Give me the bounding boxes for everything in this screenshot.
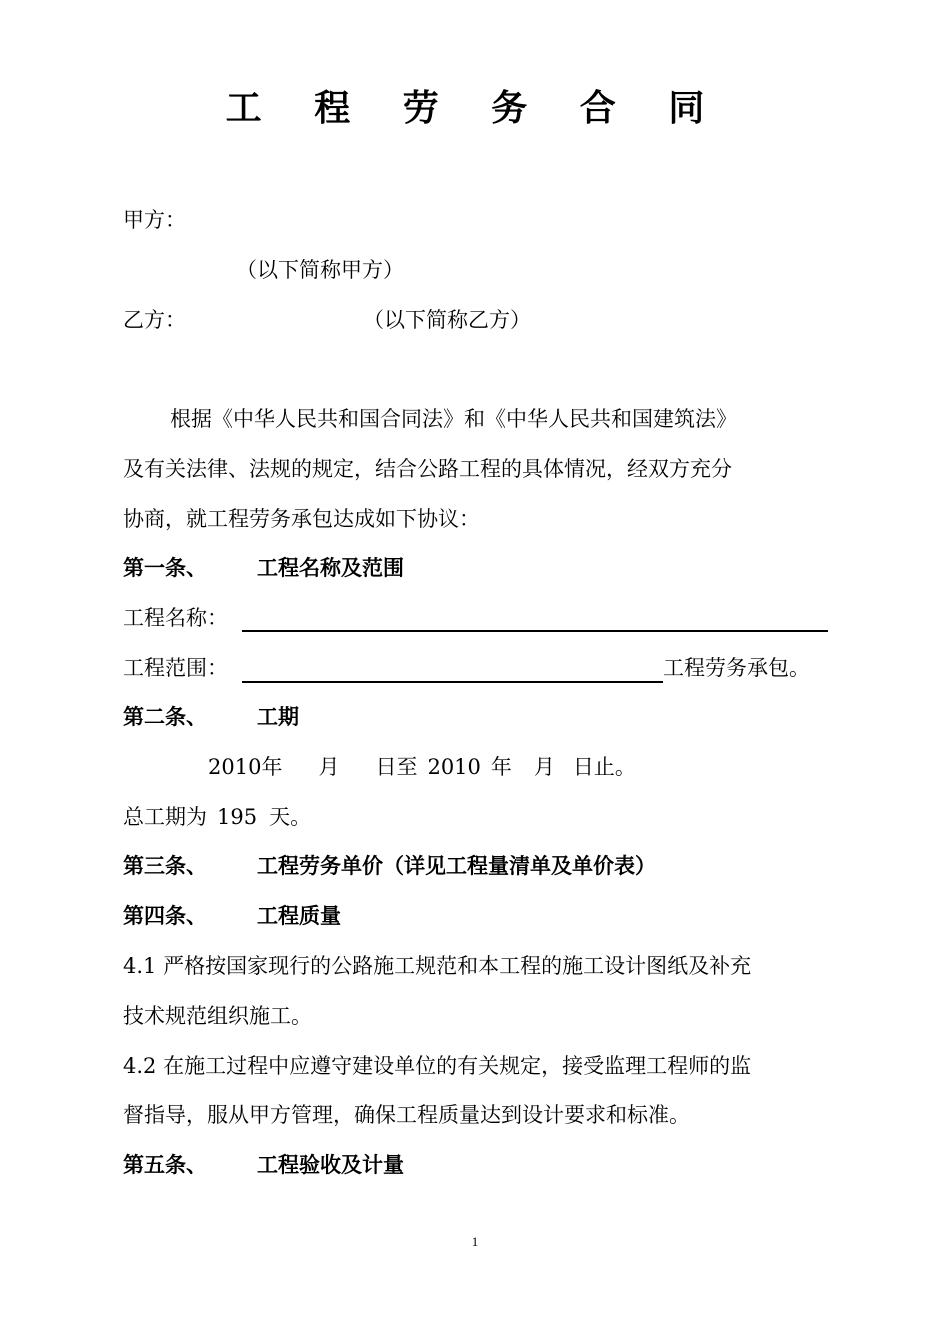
- article-2-heading: [123, 702, 299, 732]
- article-5-title: 工程验收及计量: [257, 1152, 404, 1177]
- article-4-heading: [123, 901, 341, 931]
- total-duration-label: 总工期为: [123, 805, 207, 829]
- clause-4-1-line-2: 技术规范组织施工。: [123, 1004, 312, 1028]
- article-1-number: 第一条、: [123, 555, 207, 580]
- total-days-unit: 天。: [269, 805, 312, 829]
- duration-dates: [208, 752, 636, 782]
- project-scope-label: 工程范围：: [123, 656, 228, 680]
- article-3-heading: [123, 851, 656, 881]
- project-scope-field[interactable]: [242, 681, 663, 683]
- party-a-abbrev: （以下简称甲方）: [236, 258, 404, 282]
- end-year-char: 年: [490, 755, 512, 779]
- article-3-title: 工程劳务单价（详见工程量清单及单价表）: [257, 853, 656, 878]
- end-month-char: 月: [533, 755, 555, 779]
- start-year-char: 年: [261, 755, 283, 779]
- project-name-field[interactable]: [242, 630, 828, 632]
- article-2-title: 工期: [257, 704, 299, 729]
- article-4-title: 工程质量: [257, 903, 341, 928]
- total-duration: [123, 802, 311, 832]
- contract-title: 工 程 劳 务 合 同: [225, 87, 725, 129]
- total-days: 195: [217, 805, 258, 829]
- clause-4-1-line-1: 4.1 严格按国家现行的公路施工规范和本工程的施工设计图纸及补充: [123, 954, 752, 978]
- project-scope-suffix: 工程劳务承包。: [663, 656, 810, 680]
- article-5-number: 第五条、: [123, 1152, 207, 1177]
- preamble-line-1: 根据《中华人民共和国合同法》和《中华人民共和国建筑法》: [170, 407, 737, 431]
- article-1-title: 工程名称及范围: [257, 555, 404, 580]
- preamble-line-3: 协商，就工程劳务承包达成如下协议：: [123, 507, 480, 531]
- day-end: 日止。: [572, 755, 636, 779]
- page-number: 1: [471, 1234, 479, 1249]
- day-to: 日至: [375, 755, 418, 779]
- start-year: 2010: [208, 755, 262, 779]
- article-2-number: 第二条、: [123, 704, 207, 729]
- article-1-heading: [123, 553, 404, 583]
- party-a-label: 甲方：: [123, 208, 186, 232]
- article-4-number: 第四条、: [123, 903, 207, 928]
- article-3-number: 第三条、: [123, 853, 207, 878]
- party-b-label: 乙方：: [123, 308, 186, 332]
- preamble-line-2: 及有关法律、法规的规定，结合公路工程的具体情况，经双方充分: [123, 457, 732, 481]
- clause-4-2-line-2: 督指导，服从甲方管理，确保工程质量达到设计要求和标准。: [123, 1103, 690, 1127]
- project-name-label: 工程名称：: [123, 606, 228, 630]
- party-b-abbrev: （以下简称乙方）: [363, 308, 531, 332]
- clause-4-2-line-1: 4.2 在施工过程中应遵守建设单位的有关规定，接受监理工程师的监: [123, 1054, 752, 1078]
- start-month-char: 月: [318, 755, 340, 779]
- article-5-heading: [123, 1150, 404, 1180]
- end-year: 2010: [427, 755, 481, 779]
